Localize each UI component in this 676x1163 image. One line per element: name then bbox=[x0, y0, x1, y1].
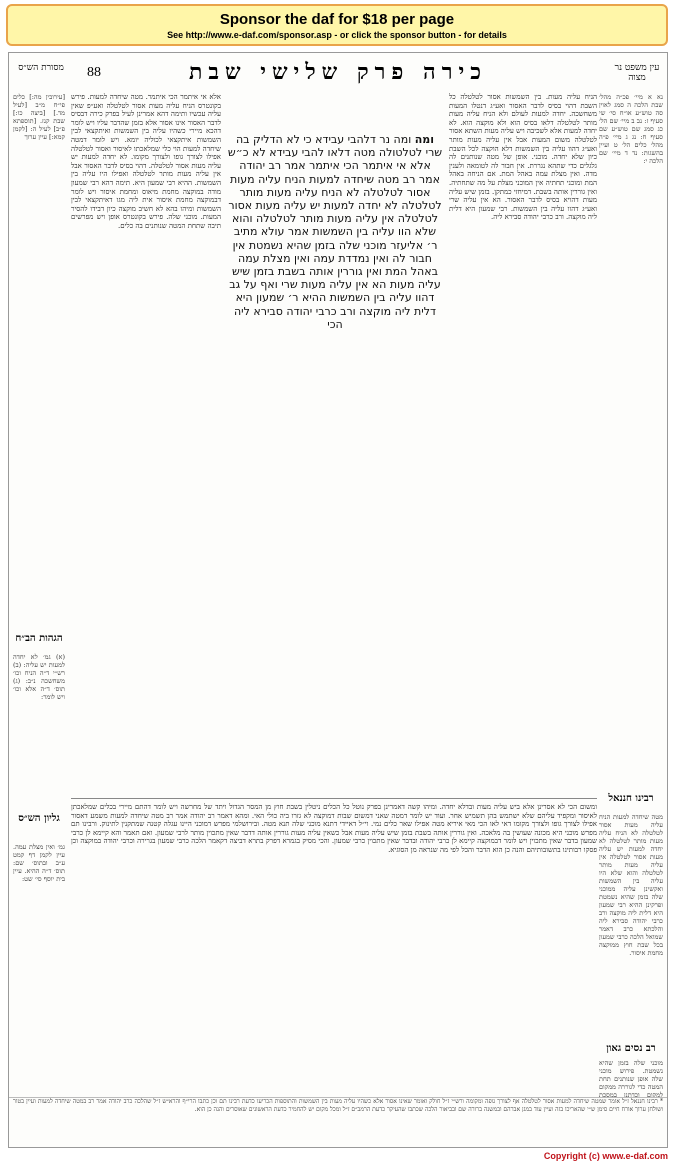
masoret-hashas-heading: מסורת הש״ס bbox=[18, 63, 64, 73]
ein-mishpat-column: נא א מיי׳ פכ״ה מהל׳ שבת הלכה ה סמג לאוין סה טוש״ע או״ח סי׳ שי סעיף ז: נב ב מיי׳ שם הל׳ כג סמג שם טוש״ע שם סעיף ח: נג ג מיי׳ פ״ה מהל׳ כלים הל׳ ט ועיין בהשגות: נד ד מיי׳ שם הלכה י: bbox=[599, 93, 663, 165]
gemara-body: ומה נר דלהבי עבידא כי לא הדליק בה שרי לטלטולה מטה דלאו להבי עבידא לא כ״ש אלא אי איתמר הכי איתמר אמר רב יהודה אמר רב מטה שיחדה למעות הניח עליה מעות אסור לטלטלה לא הניח עליה מעות מותר לטלטלה לא יחדה למעות יש עליה מעות אסור לטלטלה אין עליה מעות מותר לטלטלה והוא שלא הוו עליה בין השמשות אמר עולא מתיב ר׳ אליעזר מוכני שלה בזמן שהיא נשמטת אין חבור לה ואין נמדדת עמה ואין מצלת עמה באהל המת ואין גוררין אותה בשבת בזמן שיש עליה מעות הא אין עליה מעות שרי ואף על גב דהוו עליה בין השמשות ההיא ר׳ שמעון היא דלית ליה מוקצה ורב כרבי יהודה סבירא ליה הכי bbox=[227, 133, 443, 331]
sponsor-subtitle: See http://www.e-daf.com/sponsor.asp - or click the sponsor button - for details bbox=[167, 30, 507, 40]
gemara-lead-word: ומה bbox=[414, 133, 434, 146]
rav-nissim-column: מוכני שלה בזמן שהיא נשמטת. פירוש מוכני שלה אופן שנותנים תחת המטה כדי לגוררה ממקום למקום וכדתנן במסכת bbox=[599, 1059, 663, 1099]
talmud-page bbox=[8, 52, 668, 1148]
rabbeinu-chananel-heading: רבינו חננאל bbox=[608, 793, 654, 804]
rashi-commentary: הניח עליה מעות. בין השמשות אסור לטלטלה כל השבת דהוי בסיס לדבר האסור ואע״ג דנטלו המעות משחשכה. יחדה למעות לעולם ולא הניח עליה מעות מותר לטלטלה דלאו בסיס הוא ולא מוקצה הוא. לא יחדה למעות אלא לשכיבה ויש עליה מעות השתא אסור לטלטלה משום המעות אבל אין עליה מעות מותר ואע״ג דהוו עליה בין השמשות דלא הוקצה לכל השבת כיון שלא יחדה. מוכני. אופן של מטה שנותנים לה גלגלים כדי שתהא נגררת. אין חבור לה לטומאה ולענין מדה. ואין מצלת עמה באהל המת. אם הניחה באהל המת ומוכני תחתיה אין המוכני מצלת על מה שתחתיה. ואין גוררין אותה בשבת. דמיחזי כמתקן. בזמן שיש עליה מעות דהויא בסיס לדבר האסור. הא אין עליה שרי ואע״ג דהוו עליה בין השמשות. רבי שמעון היא דלית ליה מוקצה. ורב כרבי יהודה סבירא ליה. bbox=[449, 93, 597, 222]
rav-nissim-heading: רב נסים גאון bbox=[606, 1043, 656, 1054]
gemara-text bbox=[227, 133, 443, 433]
hagahot-heading: הגהות הב״ח bbox=[15, 633, 63, 644]
hagahot-column: (א) גמ׳ לא יחדה למעות יש עליה: (ב) רש״י ד״ה הניח וכו׳ משחשכה נ״ב: (ג) תוס׳ ד״ה אלא וכו׳ ויש לומר: bbox=[13, 653, 65, 701]
lower-commentary: ומשום הכי לא אסרינן אלא ביש עליה מעות ובדלא יחדה. ומיהו קשה דאמרינן בפרק נוטל כל הכלים ניטלין בשבת חוץ מן המסר הגדול ויתד של מחרשה ויש לומר דהתם מיירי בכלים שמלאכתן לאיסור ומקפיד עליהם שלא ישתמש בהן תשמיש אחר. ועוד יש לומר דמטה שאני דמשום שבות דמוקצה לא גזרו ביה כולי האי. ומהא דאמר רב יהודה אמר רב מטה שיחדה למעות משמע דאסור אפילו לצורך גופו ולצורך מקומו דאי לאו הכי מאי איריא מטה אפילו שאר כלים נמי. וי״ל דאיידי דתנא מוכני שלה תנא מטה. ובירושלמי מפרש דמוכני היינו עגלה קטנה שמתקנין לתינוק. ורבינו תם מפרש מוכני היא מכונה שעושין בה מלאכה. ואין גוררין אותה בשבת בזמן שיש עליה מעות אבל כשאין עליה מעות גוררין אותה דדבר שאין מתכוין מותר לרבי שמעון. ואם תאמר והא קיימא לן כרבי שמעון בדבר שאין מתכוין ויש לומר דבמוקצה קיימא לן כרבי יהודה ובדבר שאין מתכוין כרבי שמעון. והכי מסיק בגמרא דפרק בתרא דביצה דקאמר הלכה כרבי שמעון בגרירה וכרבי יהודה במוקצה וכן פסקו רבותינו בתשובותיהם והנה כן הוא הדבר והכל לפי מה שנראה מן הסוגיא. bbox=[71, 803, 597, 854]
footnote-section: * רבינו חננאל ז״ל אומר שמטה שיחדה למעות אסור לטלטלה אף לצורך גופה ומקומה ורש״י ז״ל חולק ואומר שאינו אסור אלא כשהיו עליה מעות בין השמשות והתוספות הכריעו כדעת רבינו תם וכן כתבו הרי״ף והרא״ש ז״ל שהלכה כרב יהודה אמר רב במטה שיחדה למעות ועיין בטור ושולחן ערוך אורח חיים סימן ש״י שהאריכו בזה ועיין עוד במגן אברהם ובמשנה ברורה שם ובביאור הלכה שכתבו שהעיקר כדעת הרמב״ם ז״ל ומכל מקום יש להחמיר כדעת הראשונים שאוסרים והנה כן הוא. bbox=[9, 1097, 667, 1147]
page-title: כירה פרק שלישי שבת bbox=[188, 59, 488, 85]
sponsor-title: Sponsor the daf for $18 per page bbox=[219, 11, 455, 28]
page-header bbox=[9, 59, 667, 85]
page-number: 88 bbox=[87, 65, 101, 80]
tosafot-commentary: אלא אי איתמר הכי איתמר. מטה שיחדה למעות. פירש בקונטרס הניח עליה מעות אסור לטלטלה ואע״פ שאין עליה עכשיו ותימה דהא אמרינן לעיל בפרק כירה דבסיס לדבר האסור אינו אסור אלא בזמן שהדבר עליו ויש לומר דהכא מיירי כשהיו עליה בין השמשות ואיתקצאי לבין השמשות איתקצאי לכוליה יומא. ויש לומר דמטה שיחדה למעות הוי כלי שמלאכתו לאיסור ואסור לטלטלה אפילו לצורך גופו ולצורך מקומו. לא יחדה למעות יש עליה מעות אסור לטלטלה. דהוי בסיס לדבר האסור אבל אין עליה מעות מותר לטלטלה ואפילו היו עליה בין השמשות. ההיא רבי שמעון היא. תימה דהא רבי שמעון מודה במוקצה מחמת מיאוס ומחמת איסור ויש לומר דבמוקצה מחמת איסור אית ליה מגו דאיתקצאי לבין השמשות ומיהו בהא לא חשיב מוקצה כיון דבידו להסיר המעות. מוכני שלה. פירש בקונטרס אופן ויש מפרשים תיבה שתחת המטה שנותנים בה כלים. bbox=[71, 93, 221, 230]
masoret-hashas-column: [עירובין מה:] כלים פי״ח מ״ב [לעיל מד.] [ביצה כו:] שבת קנז. [תוספתא פ״ב] לעיל ה: [לקמן קמא:] עיין ערוך bbox=[13, 93, 65, 141]
copyright-notice[interactable]: Copyright (c) www.e-daf.com bbox=[543, 1151, 668, 1161]
rabbeinu-chananel-column: מטה שיחדה למעות הניח עליה מעות אסור לטלטלה לא הניח עליה מעות מותר לטלטלה לא יחדה למעות יש עליה מעות אסור לטלטלה אין עליה מעות מותר לטלטלה והוא שלא היו עליה בין השמשות ואקשינן עליה ממוכני שלה בזמן שהיא נשמטת ופרקינן ההיא רבי שמעון היא דלית ליה מוקצה ורב כרבי יהודה סבירא ליה והלכתא כרב דאמר שמואל הלכה כרבי שמעון בכל שבת חוץ ממוקצה מחמת איסור. bbox=[599, 813, 663, 957]
sponsor-banner[interactable] bbox=[6, 4, 668, 46]
gilyon-heading: גליון הש״ס bbox=[18, 813, 60, 824]
gilyon-column: גמ׳ ואין מצלת עמה. עיין לקמן דף קמט ע״ב ובתוס׳ שם: תוס׳ ד״ה ההיא. עיין בית יוסף סי׳ שט: bbox=[13, 843, 65, 883]
section-divider bbox=[71, 798, 597, 799]
ein-mishpat-heading: עין משפט נר מצוה bbox=[614, 63, 660, 83]
